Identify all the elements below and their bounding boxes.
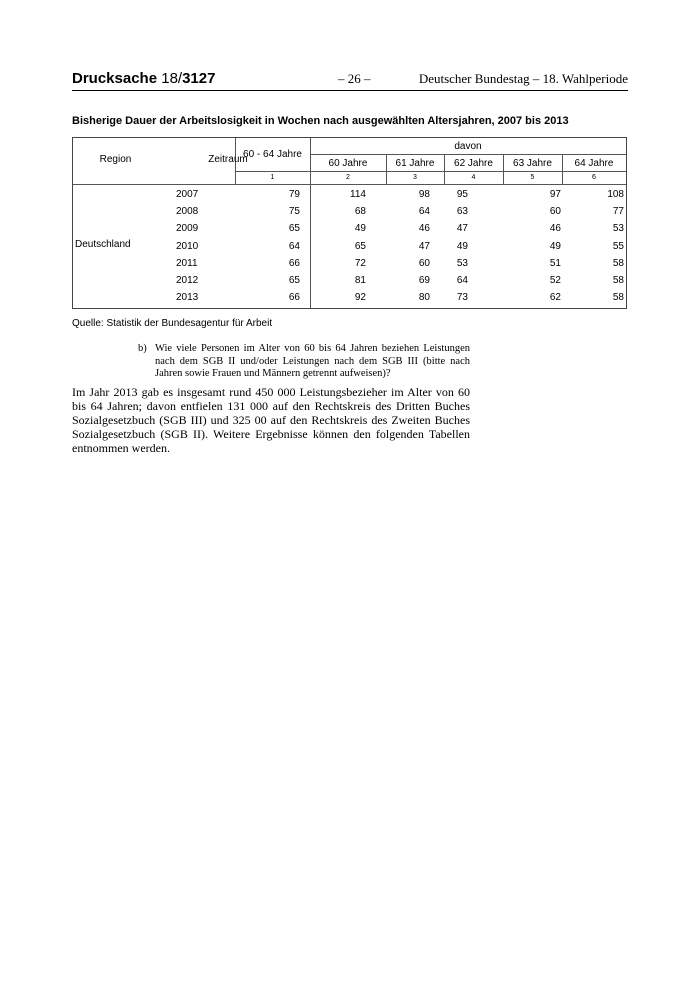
table-cell: 69 bbox=[418, 275, 430, 286]
col-header-age: 61 Jahre bbox=[395, 158, 435, 169]
col-header-davon: davon bbox=[454, 141, 482, 152]
table-cell: 58 bbox=[612, 275, 624, 286]
table-cell: 66 bbox=[288, 292, 300, 304]
col-number: 3 bbox=[413, 174, 417, 181]
table-row-year: 2012 bbox=[176, 275, 199, 286]
table-cell: 79 bbox=[288, 189, 300, 200]
col-number: 6 bbox=[592, 174, 596, 181]
table-cell: 98 bbox=[418, 189, 430, 200]
table-cell: 114 bbox=[350, 189, 366, 200]
table-cell: 58 bbox=[612, 257, 624, 269]
col-number: 5 bbox=[530, 174, 535, 181]
table-source: Quelle: Statistik der Bundesagentur für Arbeit bbox=[72, 318, 273, 329]
table-cell: 65 bbox=[288, 223, 300, 235]
parliament-period: Deutscher Bundestag – 18. Wahlperiode bbox=[418, 71, 628, 86]
table-cell: 95 bbox=[456, 189, 468, 200]
table-cell: 73 bbox=[456, 292, 468, 304]
page-number: – 26 – bbox=[338, 71, 371, 86]
table-cell: 66 bbox=[288, 257, 300, 269]
table-cell: 64 bbox=[456, 275, 468, 286]
question-text: Wie viele Personen im Alter von 60 bis 64 Jahren beziehen Leistungen nach dem SGB II und/oder Leistungen nach dem SGB III (bitte nach Jahren sowie Frauen und Männern getrennt aufweisen)? bbox=[155, 343, 470, 380]
col-header-age: 64 Jahre bbox=[574, 158, 614, 169]
page-header bbox=[72, 70, 628, 91]
table-cell: 60 bbox=[418, 257, 430, 269]
table-cell: 92 bbox=[354, 292, 366, 304]
table-cell: 97 bbox=[549, 189, 561, 200]
table-cell: 62 bbox=[549, 292, 561, 304]
table-cell: 72 bbox=[354, 257, 366, 269]
table-cell: 68 bbox=[354, 206, 366, 218]
table-cell: 49 bbox=[456, 240, 468, 252]
table-cell: 64 bbox=[288, 240, 300, 252]
table-row-year: 2010 bbox=[176, 240, 199, 252]
document-number: Drucksache 18/3127 bbox=[72, 70, 216, 87]
col-header-total: 60 - 64 Jahre bbox=[243, 149, 302, 160]
table-row-year: 2008 bbox=[176, 206, 199, 218]
col-number: 4 bbox=[471, 174, 476, 181]
question-b bbox=[138, 343, 470, 381]
col-header-age: 60 Jahre bbox=[328, 158, 368, 169]
col-header-region: Region bbox=[99, 154, 132, 165]
data-table bbox=[72, 137, 627, 309]
table-cell: 65 bbox=[354, 240, 366, 252]
table-cell: 75 bbox=[288, 206, 300, 218]
table-cell: 46 bbox=[549, 223, 561, 235]
col-number: 1 bbox=[270, 174, 275, 181]
table-row-year: 2007 bbox=[176, 189, 199, 200]
table-cell: 58 bbox=[612, 292, 624, 304]
table-cell: 53 bbox=[612, 223, 624, 235]
table-cell: 55 bbox=[612, 240, 624, 252]
question-label: b) bbox=[138, 343, 147, 354]
answer-paragraph: Im Jahr 2013 gab es insgesamt rund 450 000 Leistungsbezieher im Alter von 60 bis 64 Jahren; davon entfielen 131 000 auf den Rechtskreis des Dritten Buches Sozialgesetzbuch (SGB III) und 325 00 auf den Rechtskreis des Zweiten Buches Sozialgesetzbuch (SGB II). Weitere Ergebnisse können den folgenden Tabellen entnommen werden. bbox=[72, 385, 470, 455]
table-cell: 52 bbox=[549, 275, 561, 286]
table-cell: 51 bbox=[549, 257, 561, 269]
table-cell: 47 bbox=[418, 240, 430, 252]
table-title: Bisherige Dauer der Arbeitslosigkeit in Wochen nach ausgewählten Altersjahren, 2007 bis 2013 bbox=[72, 115, 569, 127]
col-header-age: 62 Jahre bbox=[454, 158, 493, 169]
table-row-year: 2013 bbox=[176, 292, 199, 304]
table-cell: 63 bbox=[456, 206, 468, 218]
table-cell: 108 bbox=[607, 189, 624, 200]
table-cell: 47 bbox=[456, 223, 468, 235]
col-header-age: 63 Jahre bbox=[513, 158, 552, 169]
table-cell: 53 bbox=[456, 257, 468, 269]
table-cell: 49 bbox=[354, 223, 366, 235]
table-row-year: 2011 bbox=[176, 257, 198, 269]
region-label: Deutschland bbox=[75, 239, 131, 250]
table-row-year: 2009 bbox=[176, 223, 199, 235]
table-cell: 46 bbox=[418, 223, 430, 235]
table-cell: 49 bbox=[549, 240, 561, 252]
col-header-zeitraum: Zeitraum bbox=[208, 154, 248, 165]
table-cell: 80 bbox=[418, 292, 430, 304]
table-cell: 77 bbox=[612, 206, 624, 218]
col-number: 2 bbox=[346, 174, 350, 181]
table-cell: 81 bbox=[354, 275, 366, 286]
table-cell: 64 bbox=[418, 206, 430, 218]
table-cell: 60 bbox=[549, 206, 561, 218]
table-cell: 65 bbox=[288, 275, 300, 286]
